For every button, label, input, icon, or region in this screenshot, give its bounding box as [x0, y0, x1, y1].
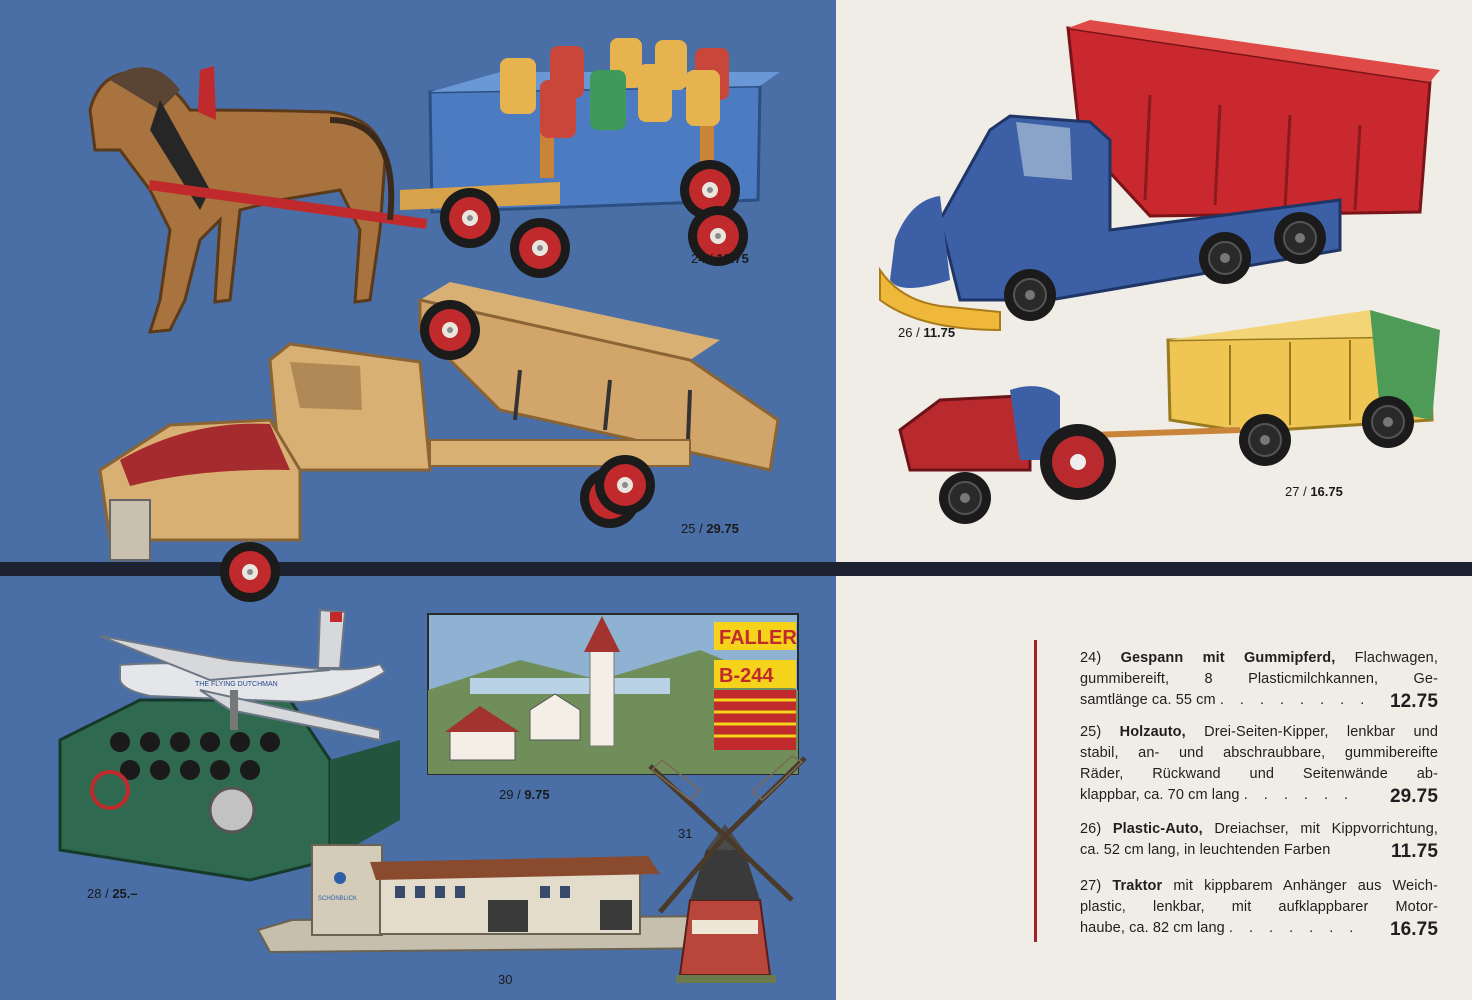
- plane-livery-text: THE FLYING DUTCHMAN: [195, 681, 278, 688]
- description-item-27: [1080, 876, 1438, 939]
- label-item-29: 29 / 9.75: [499, 787, 550, 802]
- description-item-26: [1080, 819, 1438, 861]
- desc-line: Räder, Rückwand und Seitenwände ab-: [1080, 766, 1438, 782]
- label-item-24: 24 / 12.75: [691, 251, 749, 266]
- faller-code-text: B-244: [719, 665, 774, 687]
- label-item-25: 25 / 29.75: [681, 521, 739, 536]
- desc-line: ca. 52 cm lang, in leuchtenden Farben 11.75: [1080, 841, 1438, 862]
- desc-line: 24) Gespann mit Gummipferd, Flachwagen,: [1080, 650, 1438, 666]
- station-illustration: [258, 845, 730, 952]
- price-item-26: 11.75: [1391, 841, 1438, 862]
- wooden-truck-illustration: [100, 282, 778, 602]
- price-item-27: 16.75: [1389, 919, 1438, 940]
- faller-brand-text: FALLER: [719, 627, 797, 649]
- desc-line: gummibereift, 8 Plasticmilchkannen, Ge-: [1080, 671, 1438, 687]
- price-item-24: 12.75: [1389, 691, 1438, 712]
- faller-box-illustration: [428, 614, 798, 774]
- desc-line: 27) Traktor mit kippbarem Anhänger aus Weich-: [1080, 878, 1438, 894]
- label-item-31: 31: [678, 826, 693, 841]
- tractor-trailer-illustration: [900, 310, 1440, 524]
- description-rule: [1034, 640, 1037, 942]
- desc-line: stabil, an- und abschraubbare, gummibereifte: [1080, 745, 1438, 761]
- label-item-30: 30: [498, 972, 513, 987]
- airplane-toy-illustration: [60, 610, 400, 880]
- station-sign-text: SCHÖNBLICK: [318, 896, 358, 902]
- desc-line: haube, ca. 82 cm lang . . . . . . . 16.75: [1080, 919, 1438, 940]
- label-item-26: 26 / 11.75: [898, 325, 956, 340]
- desc-line: samtlänge ca. 55 cm . . . . . . . . 12.75: [1080, 691, 1438, 712]
- desc-line: klappbar, ca. 70 cm lang . . . . . . 29.75: [1080, 786, 1438, 807]
- label-item-28: 28 / 25.–: [87, 886, 138, 901]
- desc-line: plastic, lenkbar, mit aufklappbarer Motor-: [1080, 899, 1438, 915]
- price-item-25: 29.75: [1389, 786, 1438, 807]
- label-item-27: 27 / 16.75: [1285, 484, 1343, 499]
- description-item-25: [1080, 722, 1438, 806]
- horse-cart-illustration: [90, 38, 780, 332]
- desc-line: 25) Holzauto, Drei-Seiten-Kipper, lenkbar und: [1080, 724, 1438, 740]
- plastic-truck-illustration: [880, 20, 1440, 330]
- description-item-24: [1080, 648, 1438, 711]
- desc-line: 26) Plastic-Auto, Dreiachser, mit Kippvorrichtung,: [1080, 821, 1438, 837]
